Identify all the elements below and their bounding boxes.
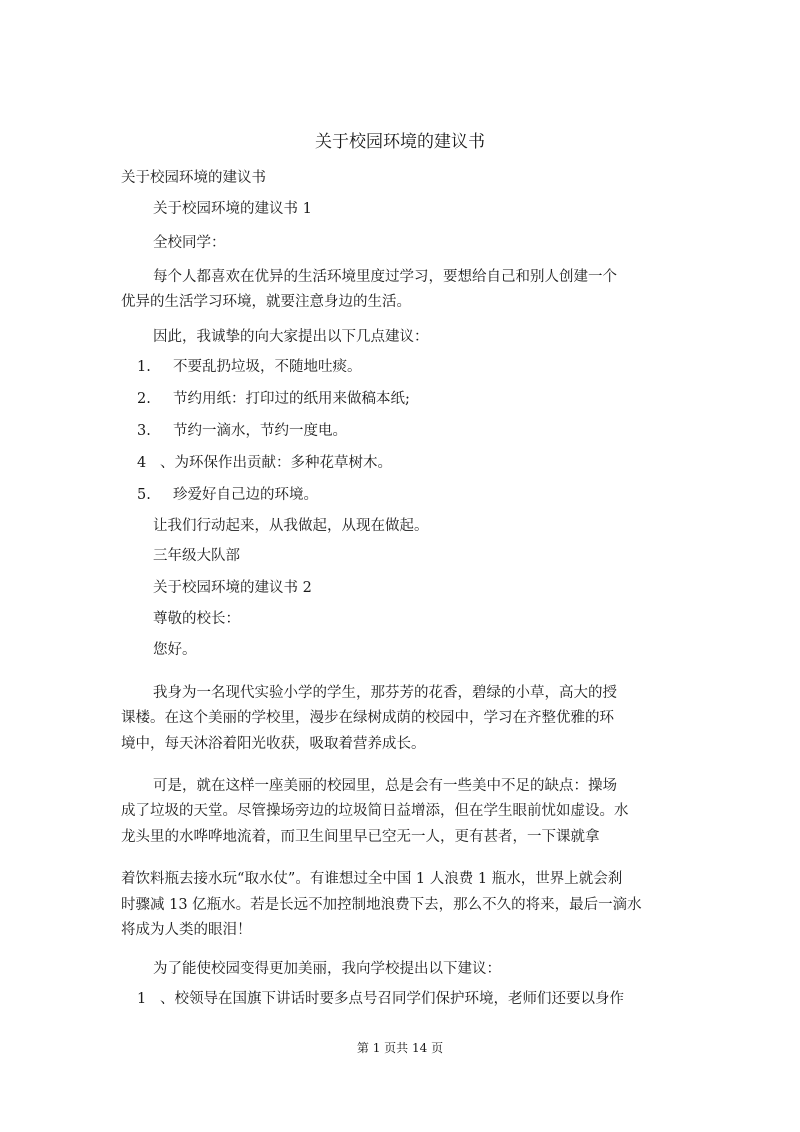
- list-item-text: 节约用纸：打印过的纸用来做稿本纸;: [173, 391, 410, 407]
- list-item-number: 3.: [137, 423, 151, 439]
- list-item-text: 不要乱扔垃圾，不随地吐痰。: [173, 359, 362, 375]
- letter2-greeting: 您好。: [153, 642, 197, 658]
- letter1-salutation: 全校同学：: [153, 235, 226, 251]
- letter1-signature: 三年级大队部: [153, 548, 240, 564]
- letter2-para2-line5: 时骤减 13 亿瓶水。若是长远不加控制地浪费下去，那么不久的将来，最后一滴水: [121, 897, 642, 913]
- letter2-para2-line4: 着饮料瓶去接水玩“取水仗”。有谁想过全中国 1 人浪费 1 瓶水，世界上就会刹: [121, 871, 623, 887]
- letter1-para1-line2: 优异的生活学习环境，就要注意身边的生活。: [121, 294, 411, 310]
- list-item-number: 1: [137, 991, 147, 1007]
- list-item-number: 2.: [137, 391, 151, 407]
- list-item-text: 珍爱好自己边的环境。: [173, 487, 318, 503]
- list-item-text: 节约一滴水，节约一度电。: [173, 423, 347, 439]
- letter2-salutation: 尊敬的校长：: [153, 611, 240, 627]
- letter1-heading: 关于校园环境的建议书 1: [153, 201, 312, 217]
- letter2-para2-line2: 成了垃圾的天堂。尽管操场旁边的垃圾简日益增添，但在学生眼前忧如虚设。水: [121, 803, 629, 819]
- document-subtitle: 关于校园环境的建议书: [121, 170, 266, 186]
- letter2-para2-line3: 龙头里的水哗哗地流着，而卫生间里早已空无一人，更有甚者，一下课就拿: [121, 829, 600, 845]
- letter1-para1-line1: 每个人都喜欢在优异的生活环境里度过学习，要想给自己和别人创建一个: [153, 269, 617, 285]
- page-footer: 第 1 页共 14 页: [356, 1041, 444, 1055]
- list-item-number: 1.: [137, 359, 151, 375]
- letter2-para2-line1: 可是，就在这样一座美丽的校园里，总是会有一些美中不足的缺点：操场: [153, 778, 617, 794]
- letter2-heading: 关于校园环境的建议书 2: [153, 580, 312, 596]
- list-item-text: 、为环保作出贡献：多种花草树木。: [160, 455, 392, 471]
- letter2-para2-line6: 将成为人类的眼泪！: [121, 922, 252, 938]
- list-item-number: 5.: [137, 487, 151, 503]
- letter2-para3: 为了能使校园变得更加美丽，我向学校提出以下建议：: [153, 961, 501, 977]
- letter2-para1-line1: 我身为一名现代实验小学的学生，那芬芳的花香，碧绿的小草，高大的授: [153, 685, 617, 701]
- list-item-text: 、校领导在国旗下讲话时要多点号召同学们保护环境，老师们还要以身作: [160, 991, 624, 1007]
- letter1-closing: 让我们行动起来，从我做起，从现在做起。: [153, 518, 429, 534]
- list-item-number: 4: [137, 455, 147, 471]
- letter2-para1-line2: 课楼。在这个美丽的学校里，漫步在绿树成荫的校园中，学习在齐整优雅的环: [121, 710, 614, 726]
- document-title: 关于校园环境的建议书: [315, 132, 485, 152]
- letter1-para2: 因此，我诚挚的向大家提出以下几点建议：: [153, 329, 429, 345]
- letter2-para1-line3: 境中，每天沐浴着阳光收获，吸取着营养成长。: [121, 736, 426, 752]
